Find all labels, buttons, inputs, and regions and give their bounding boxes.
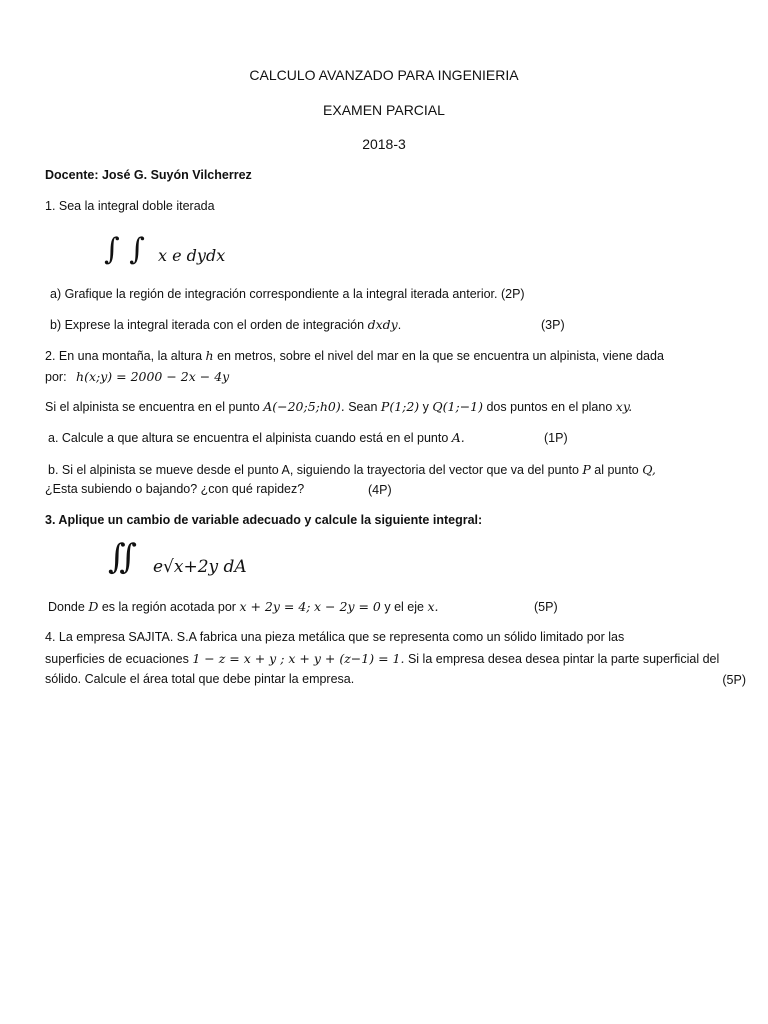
q4-line2 xyxy=(45,651,719,666)
q2-pos-y: y xyxy=(422,400,429,414)
q1-intro: 1. Sea la integral doble iterada xyxy=(45,199,215,213)
q2-a-text: a. Calcule a que altura se encuentra el alpinista cuando está en el punto xyxy=(48,431,449,445)
q2-b-al: al punto xyxy=(594,463,639,477)
q1-integrand: x e dydx xyxy=(158,246,226,265)
q2-line2 xyxy=(45,369,229,384)
q2-point-P: P(1;2) xyxy=(380,399,420,414)
q4-line2-pre: superficies de ecuaciones xyxy=(45,652,189,666)
q2-a-points: (1P) xyxy=(544,431,568,445)
q2-b-points: (4P) xyxy=(368,483,392,497)
q2-b-P: P xyxy=(582,462,591,477)
q3-integrand: e√x+2y dA xyxy=(153,557,247,577)
q2-plane-xy: xy. xyxy=(615,399,633,414)
q1-part-b xyxy=(50,317,401,332)
q3-intro: 3. Aplique un cambio de variable adecuado y calcule la siguiente integral: xyxy=(45,513,483,527)
q1-b-text: b) Exprese la integral iterada con el orden de integración xyxy=(50,318,365,332)
q3-where-end: y el eje xyxy=(384,600,424,614)
q1-part-a: a) Grafique la región de integración correspondiente a la integral iterada anterior. (2P) xyxy=(50,287,525,301)
q2-part-b-line1 xyxy=(48,462,656,477)
q2-part-a xyxy=(48,430,465,445)
q3-eq2: x − 2y = 0 xyxy=(314,599,381,614)
q2-pos-mid: Sean xyxy=(348,400,378,414)
q3-axis: x. xyxy=(427,599,439,614)
q2-b-Q: Q, xyxy=(642,462,656,477)
q3-where-mid: es la región acotada por xyxy=(101,600,236,614)
q3-where-line xyxy=(48,599,438,614)
q2-line1 xyxy=(45,348,664,363)
q2-line1-pre: 2. En una montaña, la altura xyxy=(45,349,203,363)
q1-integral-signs: ∫ ∫ xyxy=(104,232,145,267)
q2-line1-var: h xyxy=(205,348,214,363)
q1-b-points: (3P) xyxy=(541,318,565,332)
q3-points: (5P) xyxy=(534,600,558,614)
q2-line2-pre: por: xyxy=(45,370,67,384)
q2-pos-post: dos puntos en el plano xyxy=(486,400,613,414)
q2-b-text: b. Si el alpinista se mueve desde el punto A, siguiendo la trayectoria del vector que va del punto xyxy=(48,463,579,477)
exam-term: 2018-3 xyxy=(362,136,406,152)
q3-eq1: x + 2y = 4; xyxy=(239,599,311,614)
q4-equations: 1 − z = x + y ; x + y + (z−1) = 1. xyxy=(192,651,405,666)
q4-line3: sólido. Calcule el área total que debe pintar la empresa. xyxy=(45,672,355,686)
q4-line1: 4. La empresa SAJITA. S.A fabrica una pieza metálica que se representa como un sólido limitado por las xyxy=(45,630,625,644)
q3-integral-signs: ∬ xyxy=(108,537,137,577)
q2-height-function: h(x;y) = 2000 − 2x − 4y xyxy=(76,369,230,384)
q4-points: (5P) xyxy=(722,673,746,687)
exam-title: EXAMEN PARCIAL xyxy=(323,102,445,118)
q3-region-D: D xyxy=(88,599,99,614)
q1-b-math: dxdy xyxy=(367,317,398,332)
q2-position-line xyxy=(45,399,632,414)
teacher-line: Docente: José G. Suyón Vilcherrez xyxy=(45,168,252,182)
course-title: CALCULO AVANZADO PARA INGENIERIA xyxy=(249,67,519,83)
q1-b-end: . xyxy=(397,318,402,332)
q2-pos-pre: Si el alpinista se encuentra en el punto xyxy=(45,400,260,414)
q2-point-Q: Q(1;−1) xyxy=(432,399,483,414)
q2-line1-post: en metros, sobre el nivel del mar en la que se encuentra un alpinista, viene dada xyxy=(217,349,664,363)
q2-part-b-line2: ¿Esta subiendo o bajando? ¿con qué rapidez? xyxy=(45,482,305,496)
q2-a-var: A. xyxy=(451,430,465,445)
q2-point-A: A(−20;5;h0). xyxy=(263,399,345,414)
q4-line2-post: Si la empresa desea desea pintar la parte superficial del xyxy=(407,652,720,666)
q3-where-pre: Donde xyxy=(48,600,85,614)
